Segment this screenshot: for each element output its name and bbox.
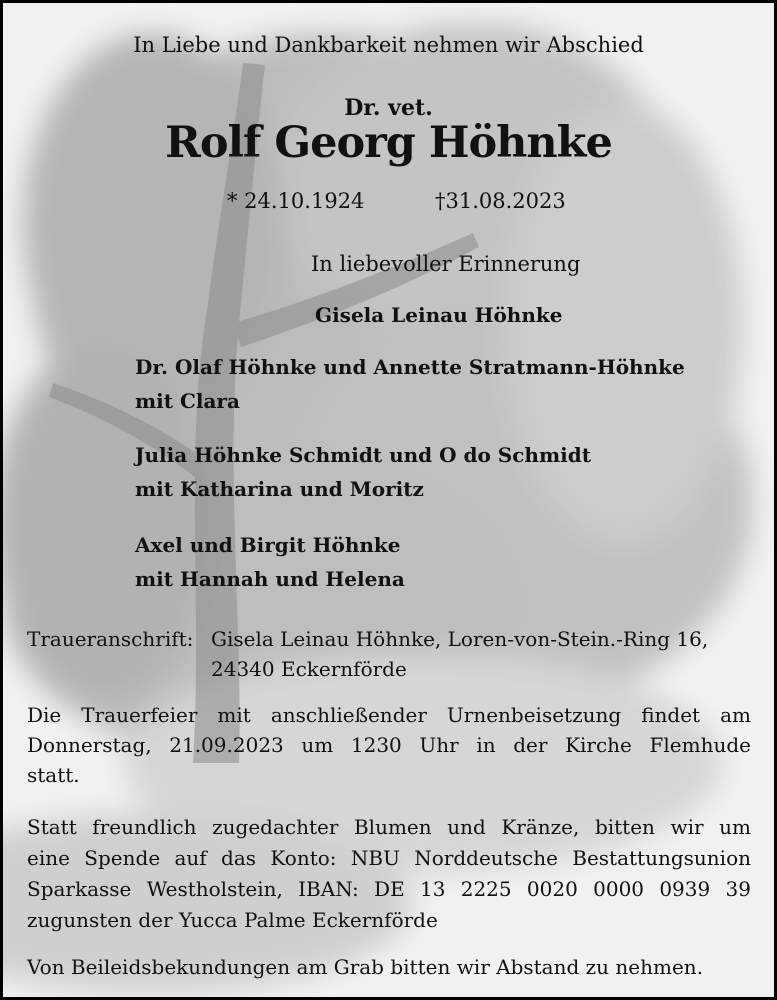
- family-member: Axel und Birgit Höhnke: [135, 533, 401, 557]
- memory-line: In liebevoller Erinnerung: [311, 252, 581, 276]
- donation-text-line: Sparkasse Westholstein, IBAN: DE 13 2225 0020 0000 0939 39: [27, 877, 751, 901]
- intro-line: In Liebe und Dankbarkeit nehmen wir Abschied: [133, 33, 644, 57]
- family-member: Gisela Leinau Höhnke: [315, 303, 563, 327]
- ceremony-text-line: Die Trauerfeier mit anschließender Urnenbeisetzung findet am: [27, 703, 751, 727]
- donation-text-line: Statt freundlich zugedachter Blumen und Kränze, bitten wir um: [27, 815, 751, 839]
- family-member: mit Hannah und Helena: [135, 567, 405, 591]
- family-member: Julia Höhnke Schmidt und O do Schmidt: [135, 443, 591, 467]
- deceased-title: Dr. vet.: [344, 95, 433, 121]
- address-line: Gisela Leinau Höhnke, Loren-von-Stein.-Ring 16,: [211, 627, 709, 651]
- closing-line: Von Beileidsbekundungen am Grab bitten wir Abstand zu nehmen.: [27, 955, 704, 979]
- family-member: Dr. Olaf Höhnke und Annette Stratmann-Höhnke: [135, 355, 685, 379]
- donation-text-line: zugunsten der Yucca Palme Eckernförde: [27, 908, 438, 932]
- family-member: mit Katharina und Moritz: [135, 477, 424, 501]
- birth-date: * 24.10.1924: [227, 189, 365, 213]
- ceremony-text-line: statt.: [27, 763, 80, 787]
- deceased-name: Rolf Georg Höhnke: [165, 118, 612, 168]
- ceremony-text-line: Donnerstag, 21.09.2023 um 1230 Uhr in der Kirche Flemhude: [27, 733, 751, 757]
- family-member: mit Clara: [135, 389, 240, 413]
- address-label: Traueranschrift:: [27, 627, 194, 651]
- address-line: 24340 Eckernförde: [211, 657, 407, 681]
- donation-text-line: eine Spende auf das Konto: NBU Norddeutsche Bestattungsunion: [27, 846, 751, 870]
- death-date: †31.08.2023: [435, 189, 566, 213]
